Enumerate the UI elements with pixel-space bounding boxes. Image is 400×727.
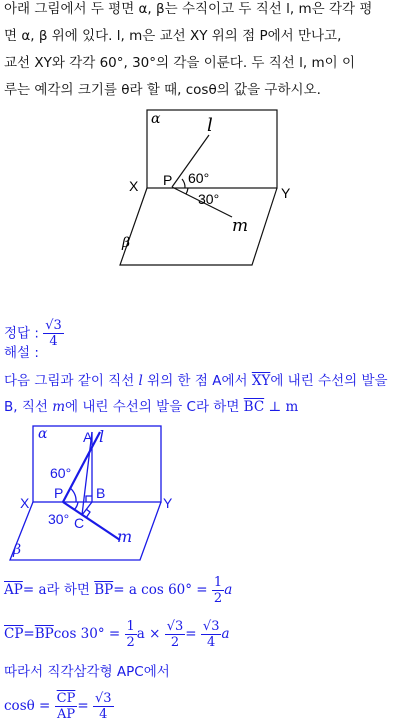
- label-m: m: [232, 216, 249, 236]
- problem-line-3: 교선 XY와 각각 60°, 30°의 각을 이룬다. 두 직선 l, m이 이: [4, 55, 355, 71]
- label-beta: β: [122, 235, 131, 251]
- label-X-2: X: [20, 495, 30, 511]
- label-60-2: 60°: [50, 465, 72, 481]
- label-30-2: 30°: [48, 511, 70, 527]
- label-P: P: [163, 172, 173, 188]
- label-alpha: α: [151, 111, 161, 127]
- eq2-frac1: [125, 619, 137, 650]
- eq3-frac2: [93, 691, 114, 722]
- label-l-2: l: [99, 427, 105, 446]
- eq2-frac2: [165, 619, 186, 650]
- sol1-text-c: 에 내린 수선의 발을: [270, 373, 388, 389]
- eq3-frac1: [55, 691, 78, 722]
- label-C: C: [74, 515, 85, 531]
- eq2-eq2: =: [185, 626, 197, 642]
- therefore-line: 따라서 직각삼각형 APC에서: [4, 664, 170, 680]
- eq1-den: 2: [213, 591, 223, 606]
- label-Y-2: Y: [163, 495, 173, 511]
- eq1-text: = a라 하면: [22, 582, 95, 598]
- equation-1: [4, 573, 232, 607]
- solution-line-1: [4, 372, 388, 390]
- eq2-d1: 2: [126, 635, 135, 650]
- eq1-bp: $\overline{BP}$: [94, 582, 114, 598]
- label-A: A: [83, 429, 93, 445]
- sol2-bc: $\overline{BC}$: [243, 399, 265, 415]
- answer-numerator: √3: [45, 318, 62, 333]
- figure-2: [0, 420, 400, 570]
- label-X: X: [129, 178, 139, 194]
- label-60: 60°: [188, 170, 210, 186]
- eq2-n3: √3: [202, 619, 220, 634]
- sol2-text-c: ⊥ m: [264, 399, 299, 415]
- eq2-eq: =: [23, 626, 35, 642]
- sol2-m: m: [52, 399, 66, 415]
- eq3-d1: AP: [56, 707, 76, 722]
- eq3-n2: √3: [94, 691, 112, 706]
- eq3-eq: =: [77, 698, 89, 714]
- label-m-2: m: [117, 527, 133, 546]
- eq3-lhs: cosθ =: [4, 698, 51, 714]
- eq2-n1: 1: [126, 619, 135, 634]
- answer-label: 정답 :: [4, 325, 39, 342]
- problem-line-1: 아래 그림에서 두 평면 α, β는 수직이고 두 직선 l, m은 각각 평: [4, 1, 373, 17]
- answer-denominator: 4: [49, 334, 58, 349]
- equation-3: [4, 688, 114, 724]
- label-alpha-2: α: [38, 426, 48, 442]
- problem-line-2: 면 α, β 위에 있다. l, m은 교선 XY 위의 점 P에서 만나고,: [4, 28, 342, 44]
- eq1-rhs: = a cos 60° =: [113, 582, 208, 598]
- label-Y: Y: [281, 185, 291, 201]
- eq3-n1: $\overline{CP}$: [56, 691, 76, 706]
- eq2-cos: cos 30° =: [53, 626, 121, 642]
- label-B: B: [96, 485, 106, 501]
- eq1-ap: $\overline{AP}$: [4, 582, 23, 598]
- sol2-text-a: B, 직선: [4, 399, 53, 415]
- line-m-2: [63, 502, 120, 540]
- eq2-frac3: [201, 619, 222, 650]
- eq2-d3: 4: [207, 635, 216, 650]
- sol1-text-b: 위의 한 점 A에서: [142, 373, 252, 389]
- label-P-2: P: [54, 485, 64, 501]
- solution-line-2: [4, 398, 298, 416]
- eq1-fraction: [212, 575, 224, 606]
- label-beta-2: β: [13, 542, 22, 558]
- label-l: l: [207, 115, 213, 136]
- sol1-text-a: 다음 그림과 같이 직선: [4, 373, 139, 389]
- eq3-d2: 4: [99, 707, 108, 722]
- eq2-mid: a ×: [136, 626, 161, 642]
- eq2-d2: 2: [170, 635, 180, 650]
- sol2-text-b: 에 내린 수선의 발을 C라 하면: [65, 399, 244, 415]
- label-30: 30°: [198, 191, 220, 207]
- eq2-n2: √3: [166, 619, 184, 634]
- eq2-tail: a: [221, 626, 230, 642]
- sol1-l: l: [138, 373, 143, 389]
- eq2-cp: $\overline{CP}$: [4, 626, 24, 642]
- eq1-tail: a: [224, 582, 233, 598]
- equation-2: [4, 617, 230, 651]
- eq2-bp: $\overline{BP}$: [34, 626, 54, 642]
- eq1-num: 1: [213, 575, 223, 590]
- problem-line-4: 루는 예각의 크기를 θ라 할 때, cosθ의 값을 구하시오.: [4, 82, 321, 98]
- sol1-xy: $\overline{XY}$: [251, 373, 271, 389]
- solution-label: 해설 :: [4, 345, 39, 361]
- answer-fraction: [43, 318, 64, 349]
- figure-1: [0, 105, 400, 285]
